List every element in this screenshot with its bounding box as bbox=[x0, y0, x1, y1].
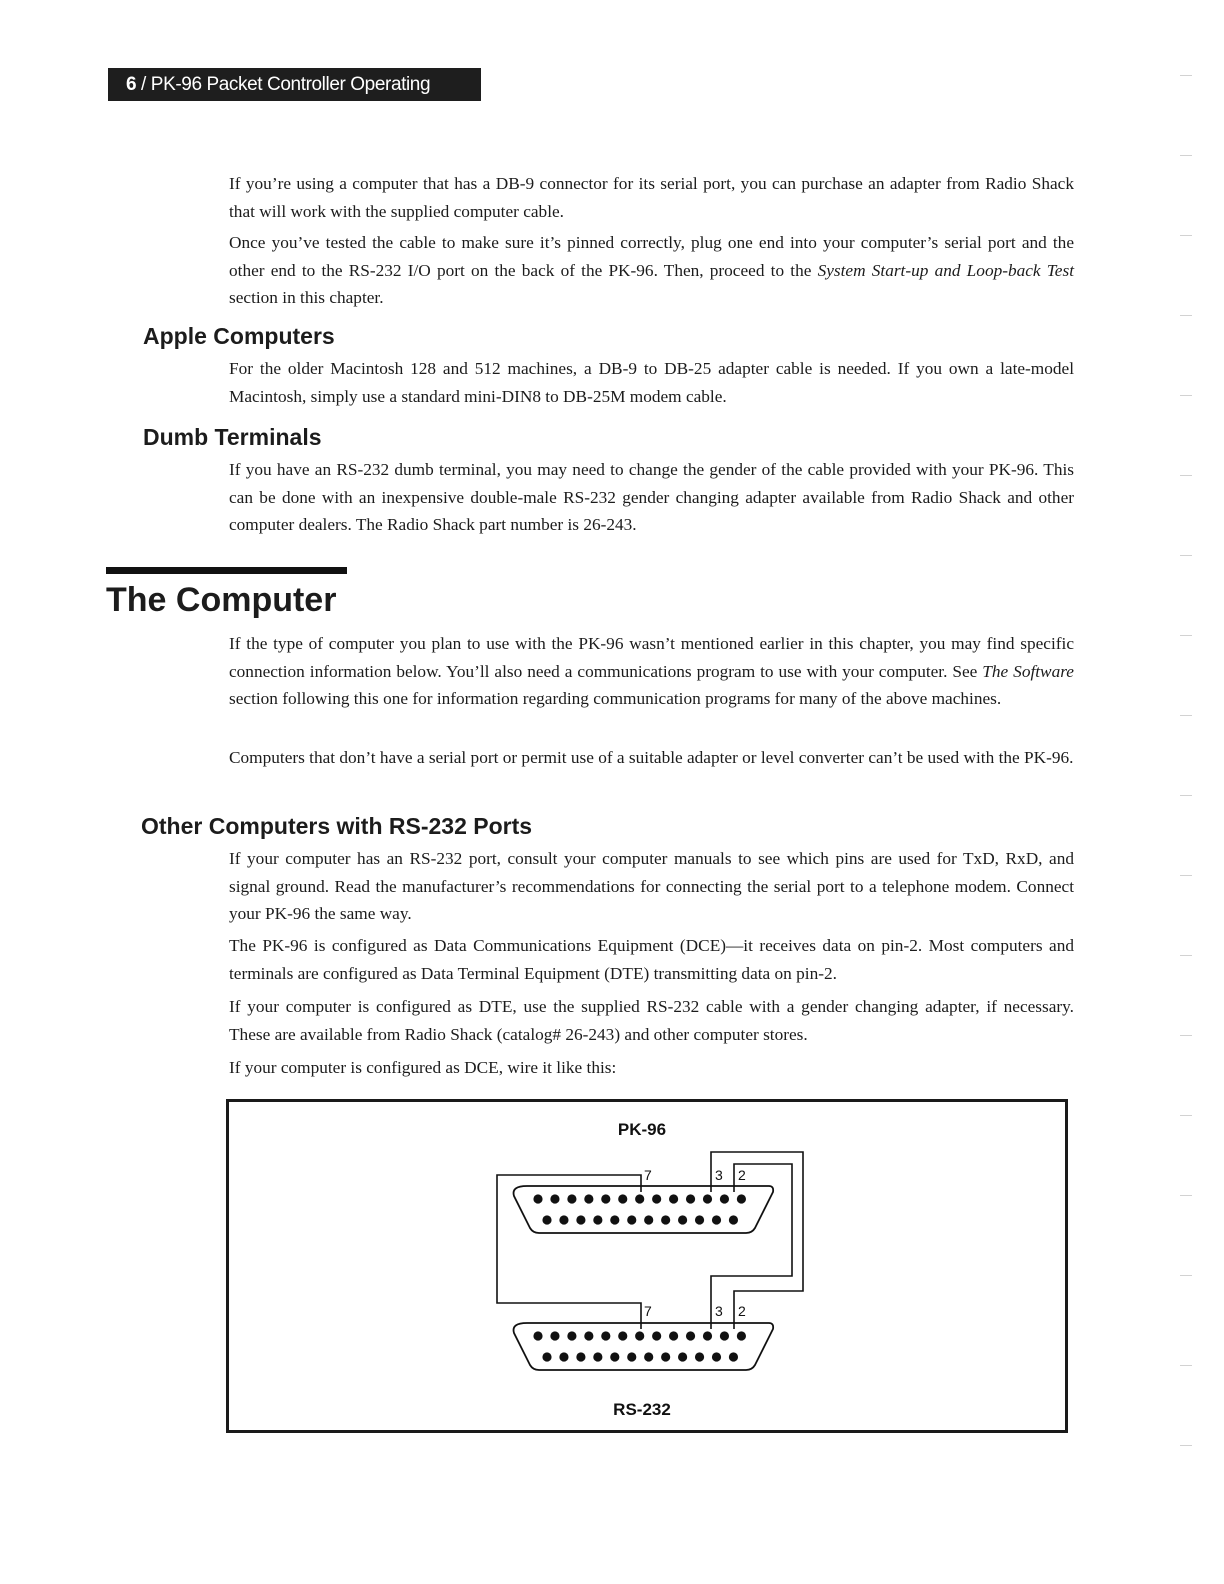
connector-pin bbox=[610, 1352, 619, 1361]
margin-tick bbox=[1180, 635, 1192, 636]
heading-other-computers: Other Computers with RS-232 Ports bbox=[141, 813, 533, 839]
connector-pin bbox=[669, 1194, 678, 1203]
margin-tick bbox=[1180, 475, 1192, 476]
connector-pin bbox=[559, 1215, 568, 1224]
connector-pin bbox=[678, 1215, 687, 1224]
connector-pin bbox=[678, 1352, 687, 1361]
pin-label-3: 3 bbox=[715, 1303, 723, 1319]
other-paragraph-1: If your computer has an RS-232 port, consult your computer manuals to see which pins are used for TxD, RxD, and signal ground. Read the manufacturer’s recommendations for connecting the serial port to a telephone modem. Connect your PK-96 the same way. bbox=[229, 849, 1074, 923]
margin-tick bbox=[1180, 155, 1192, 156]
margin-tick bbox=[1180, 795, 1192, 796]
connector-pin bbox=[661, 1215, 670, 1224]
margin-tick bbox=[1180, 1035, 1192, 1036]
pk96-db25-connector bbox=[514, 1186, 774, 1233]
pin-label-7: 7 bbox=[644, 1167, 652, 1183]
connector-pin bbox=[618, 1331, 627, 1340]
connector-pin bbox=[644, 1352, 653, 1361]
rs232-label: RS-232 bbox=[613, 1400, 671, 1419]
connector-pin bbox=[533, 1331, 542, 1340]
connector-pin bbox=[627, 1352, 636, 1361]
computer-paragraph-2: Computers that don’t have a serial port or permit use of a suitable adapter or level converter can’t be used with the PK-96. bbox=[229, 748, 1074, 767]
connector-pin bbox=[533, 1194, 542, 1203]
pin-label-3: 3 bbox=[715, 1167, 723, 1183]
pin-label-2: 2 bbox=[738, 1167, 746, 1183]
heading-the-computer: The Computer bbox=[106, 581, 337, 619]
connector-pin bbox=[601, 1331, 610, 1340]
page-header bbox=[108, 68, 481, 128]
connector-pin bbox=[567, 1194, 576, 1203]
connector-pin bbox=[584, 1194, 593, 1203]
connector-pin bbox=[729, 1215, 738, 1224]
connector-pin bbox=[550, 1194, 559, 1203]
margin-tick bbox=[1180, 395, 1192, 396]
section-reference: The Software bbox=[982, 661, 1074, 681]
heading-apple-computers: Apple Computers bbox=[143, 323, 335, 349]
margin-tick bbox=[1180, 715, 1192, 716]
connector-pin bbox=[542, 1215, 551, 1224]
connector-pin bbox=[686, 1194, 695, 1203]
connector-pin bbox=[567, 1331, 576, 1340]
connector-pin bbox=[720, 1194, 729, 1203]
other-paragraph-4: If your computer is configured as DCE, wire it like this: bbox=[229, 1058, 617, 1077]
section-rule bbox=[106, 567, 347, 574]
margin-tick bbox=[1180, 1115, 1192, 1116]
connector-pin bbox=[686, 1331, 695, 1340]
wiring-diagram bbox=[226, 1099, 1068, 1433]
connector-pin bbox=[601, 1194, 610, 1203]
margin-tick bbox=[1180, 1195, 1192, 1196]
section-reference: System Start-up and Loop-back Test bbox=[817, 260, 1075, 280]
crossover-wire-a bbox=[711, 1152, 803, 1329]
connector-pin bbox=[720, 1331, 729, 1340]
connector-pin bbox=[576, 1352, 585, 1361]
pin-label-7: 7 bbox=[644, 1303, 652, 1319]
page-number: 6 bbox=[126, 74, 137, 95]
connector-pin bbox=[695, 1352, 704, 1361]
margin-tick bbox=[1180, 315, 1192, 316]
margin-tick bbox=[1180, 955, 1192, 956]
heading-dumb-terminals: Dumb Terminals bbox=[143, 424, 322, 450]
connector-pin bbox=[618, 1194, 627, 1203]
pk96-label: PK-96 bbox=[617, 1120, 667, 1139]
connector-pin bbox=[695, 1215, 704, 1224]
margin-tick bbox=[1180, 875, 1192, 876]
manual-title: / PK-96 Packet Controller Operating Manual bbox=[126, 74, 431, 128]
connector-pin bbox=[576, 1215, 585, 1224]
connector-pin bbox=[652, 1194, 661, 1203]
connector-pin bbox=[542, 1352, 551, 1361]
connector-pin bbox=[610, 1215, 619, 1224]
connector-pin bbox=[729, 1352, 738, 1361]
connector-pin bbox=[635, 1331, 644, 1340]
intro-paragraph-2: Once you’ve tested the cable to make sure it’s pinned correctly, plug one end into your computer’s serial port and the other end to the RS-232 I/O port on the back of the PK-96. Then, proceed to the System Start-up and Loop-back Test section in this chapter. bbox=[229, 233, 1075, 307]
other-paragraph-2: The PK-96 is configured as Data Communications Equipment (DCE)—it receives data on pin-2. Most computers and terminals are configured as Data Terminal Equipment (DTE) transmitting data on pin-2. bbox=[229, 936, 1074, 983]
connector-pin bbox=[593, 1215, 602, 1224]
connector-pin bbox=[644, 1215, 653, 1224]
connector-pin bbox=[669, 1331, 678, 1340]
connector-pin bbox=[703, 1331, 712, 1340]
wiring-diagram-svg bbox=[229, 1102, 1065, 1430]
connector-pin bbox=[627, 1215, 636, 1224]
margin-tick bbox=[1180, 1275, 1192, 1276]
margin-tick bbox=[1180, 1365, 1192, 1366]
intro-paragraph-1: If you’re using a computer that has a DB-9 connector for its serial port, you can purchase an adapter from Radio Shack that will work with the supplied computer cable. bbox=[229, 174, 1074, 221]
margin-tick bbox=[1180, 75, 1192, 76]
connector-pin bbox=[584, 1331, 593, 1340]
connector-pin bbox=[550, 1331, 559, 1340]
margin-tick bbox=[1180, 1445, 1192, 1446]
connector-pin bbox=[635, 1194, 644, 1203]
connector-pin bbox=[737, 1194, 746, 1203]
pin-label-2: 2 bbox=[738, 1303, 746, 1319]
connector-pin bbox=[712, 1215, 721, 1224]
other-paragraph-3: If your computer is configured as DTE, use the supplied RS-232 cable with a gender changing adapter, if necessary. These are available from Radio Shack (catalog# 26-243) and other computer stores. bbox=[229, 997, 1074, 1044]
margin-tick bbox=[1180, 555, 1192, 556]
crossover-wire-b bbox=[711, 1164, 792, 1329]
connector-pin bbox=[703, 1194, 712, 1203]
margin-tick bbox=[1180, 235, 1192, 236]
connector-pin bbox=[652, 1331, 661, 1340]
connector-pin bbox=[712, 1352, 721, 1361]
rs232-db25-connector bbox=[514, 1323, 774, 1370]
connector-pin bbox=[661, 1352, 670, 1361]
apple-paragraph: For the older Macintosh 128 and 512 machines, a DB-9 to DB-25 adapter cable is needed. If you own a late-model Macintosh, simply use a standard mini-DIN8 to DB-25M modem cable. bbox=[229, 359, 1074, 406]
connector-pin bbox=[593, 1352, 602, 1361]
dumb-terminals-paragraph: If you have an RS-232 dumb terminal, you may need to change the gender of the cable provided with your PK-96. This can be done with an inexpensive double-male RS-232 gender changing adapter available from Radio Shack and other computer dealers. The Radio Shack part number is 26-243. bbox=[229, 460, 1074, 534]
connector-pin bbox=[737, 1331, 746, 1340]
connector-pin bbox=[559, 1352, 568, 1361]
computer-paragraph-1: If the type of computer you plan to use with the PK-96 wasn’t mentioned earlier in this chapter, you may find specific connection information below. You’ll also need a communications program to use with your computer. See The Software section following this one for information regarding communication programs for many of the above machines. bbox=[229, 634, 1074, 708]
